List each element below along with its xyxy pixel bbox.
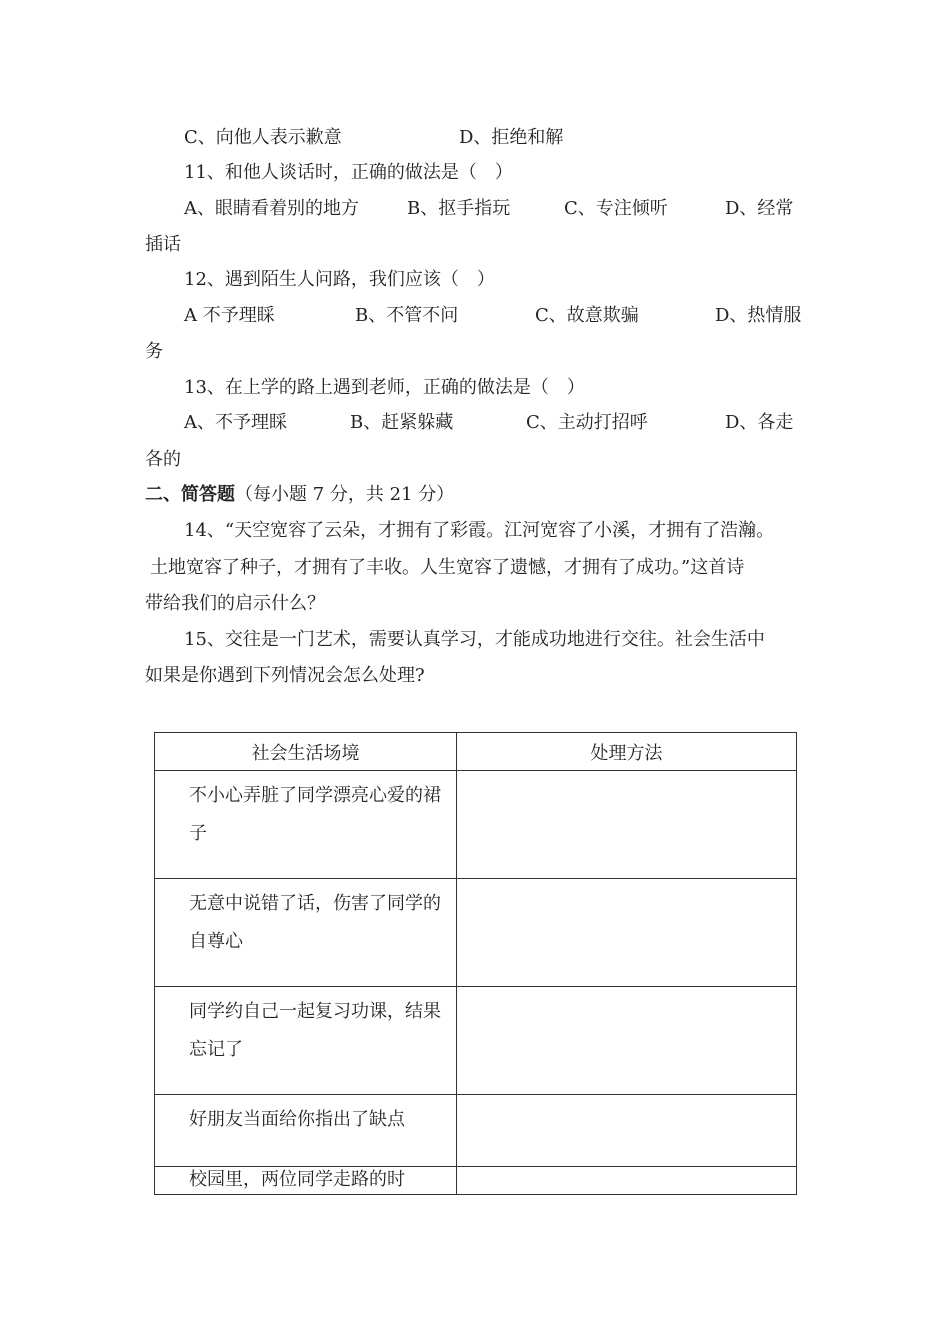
q12-option-a: A 不予理睬	[184, 305, 275, 326]
q14-line-3: 带给我们的启示什么？	[145, 593, 325, 614]
answer-cell[interactable]	[457, 879, 797, 987]
scenario-cell	[155, 771, 457, 879]
q13-option-b: B、赶紧躲藏	[350, 412, 454, 433]
header-scenario: 社会生活场境	[155, 733, 457, 771]
table-row	[155, 1167, 797, 1195]
q11-option-d: D、经常	[725, 198, 794, 219]
header-handling-method: 处理方法	[457, 733, 797, 771]
section-heading	[145, 483, 454, 507]
q11-option-d-wrap: 插话	[145, 234, 181, 255]
answer-cell[interactable]	[457, 1095, 797, 1167]
answer-cell[interactable]	[457, 771, 797, 879]
q13-option-c: C、主动打招呼	[526, 412, 648, 433]
q12-stem: 12、遇到陌生人问路，我们应该（ ）	[184, 269, 495, 290]
q12-option-c: C、故意欺骗	[535, 305, 639, 326]
q12-option-d-wrap: 务	[145, 341, 163, 362]
table-header-row	[155, 733, 797, 771]
q13-option-a: A、不予理睬	[184, 412, 287, 433]
scenario-table	[154, 732, 797, 1195]
answer-cell[interactable]	[457, 987, 797, 1095]
q11-option-c: C、专注倾听	[564, 198, 668, 219]
q11-option-a: A、眼睛看着别的地方	[184, 198, 359, 219]
section-score-note: （每小题 7 分，共 21 分）	[235, 484, 455, 505]
q14-line-1: 14、“天空宽容了云朵，才拥有了彩霞。江河宽容了小溪，才拥有了浩瀚。	[184, 520, 775, 541]
q14-line-2: 土地宽容了种子，才拥有了丰收。人生宽容了遗憾，才拥有了成功。”这首诗	[150, 557, 745, 578]
table-row	[155, 987, 797, 1095]
section-title: 二、简答题	[145, 484, 235, 505]
q15-line-2: 如果是你遇到下列情况会怎么处理?	[145, 665, 425, 686]
q13-option-d: D、各走	[725, 412, 794, 433]
q15-line-1: 15、交往是一门艺术，需要认真学习，才能成功地进行交往。社会生活中	[184, 629, 765, 650]
table-row	[155, 879, 797, 987]
scenario-cell	[155, 1167, 457, 1195]
table-row	[155, 771, 797, 879]
scenario-text: 不小心弄脏了同学漂亮心爱的裙子	[189, 785, 441, 844]
scenario-text: 校园里，两位同学走路的时	[189, 1169, 405, 1190]
scenario-text: 好朋友当面给你指出了缺点	[189, 1109, 405, 1130]
q13-stem: 13、在上学的路上遇到老师，正确的做法是（ ）	[184, 377, 585, 398]
scenario-text: 同学约自己一起复习功课，结果忘记了	[189, 1001, 441, 1060]
scenario-cell	[155, 1095, 457, 1167]
q12-option-d: D、热情服	[715, 305, 802, 326]
q13-option-d-wrap: 各的	[145, 449, 181, 470]
q12-option-b: B、不管不问	[355, 305, 459, 326]
q10-option-d: D、拒绝和解	[459, 127, 564, 148]
answer-cell[interactable]	[457, 1167, 797, 1195]
q11-stem: 11、和他人谈话时，正确的做法是（ ）	[184, 162, 513, 183]
scenario-cell	[155, 879, 457, 987]
q11-option-b: B、抠手指玩	[407, 198, 511, 219]
scenario-cell	[155, 987, 457, 1095]
table-row	[155, 1095, 797, 1167]
scenario-text: 无意中说错了话，伤害了同学的自尊心	[189, 893, 441, 952]
q10-option-c: C、向他人表示歉意	[184, 127, 342, 148]
